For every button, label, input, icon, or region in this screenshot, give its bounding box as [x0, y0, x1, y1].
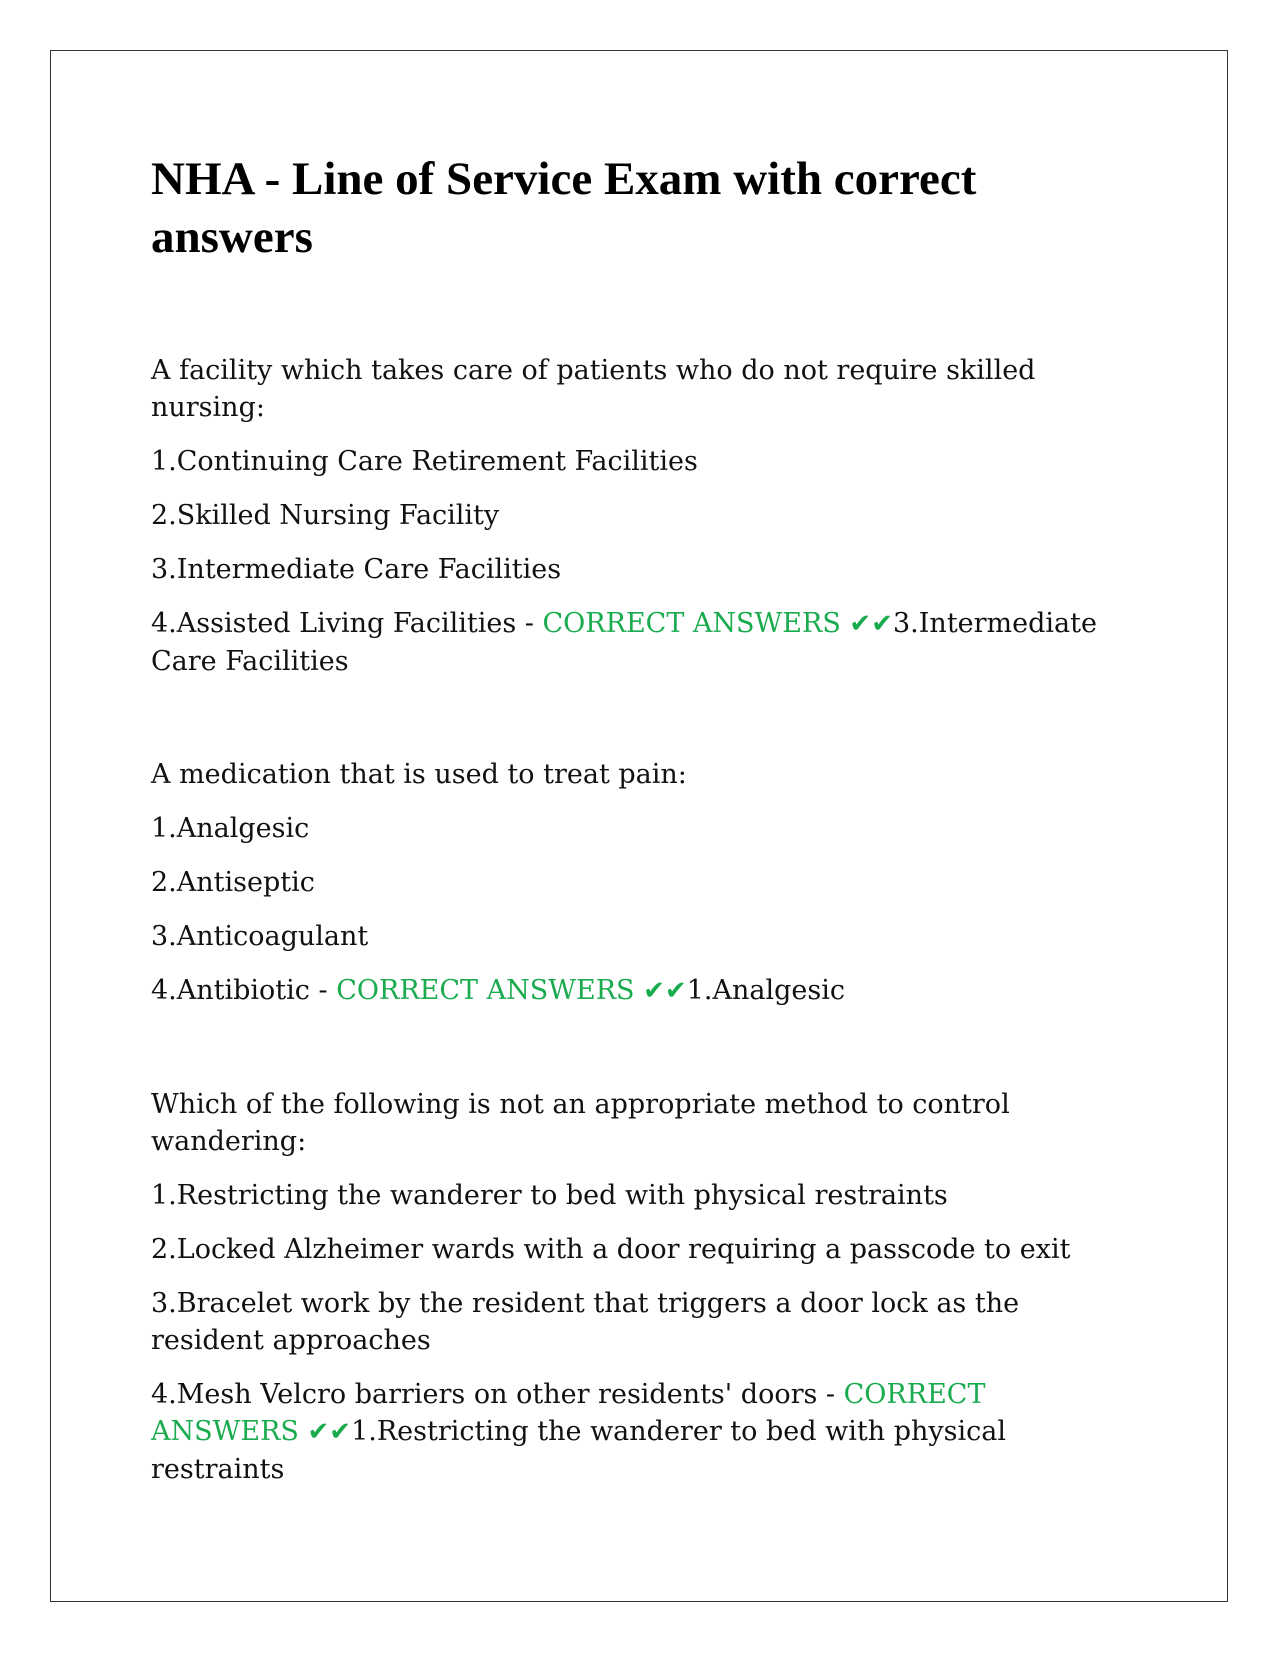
answer-option: 3.Anticoagulant — [151, 921, 369, 952]
double-check-icon: ✔✔ — [307, 1417, 352, 1447]
question-block-1 — [151, 352, 1111, 680]
answer-option: 4.Antibiotic - — [151, 975, 337, 1006]
answer-option: 4.Assisted Living Facilities - — [151, 608, 543, 639]
answer-option: 2.Skilled Nursing Facility — [151, 500, 500, 531]
answer-option-with-answer — [151, 1376, 1111, 1488]
answer-option-with-answer — [151, 972, 1111, 1010]
answer-option: 2.Antiseptic — [151, 867, 315, 898]
question-text: A facility which takes care of patients who do not require skilled nursing: — [151, 355, 1036, 423]
question-block-3 — [151, 1086, 1111, 1488]
question-block-2 — [151, 756, 1111, 1010]
answer-option: 2.Locked Alzheimer wards with a door requiring a passcode to exit — [151, 1234, 1071, 1265]
answer-option: 1.Restricting the wanderer to bed with physical restraints — [151, 1180, 948, 1211]
answer-option: 1.Continuing Care Retirement Facilities — [151, 446, 698, 477]
answer-option: 1.Analgesic — [151, 813, 310, 844]
answer-option-with-answer — [151, 605, 1111, 680]
correct-answers-label: CORRECT ANSWERS — [336, 975, 635, 1006]
document-title: NHA - Line of Service Exam with correct answers — [151, 153, 977, 263]
answer-option: 3.Intermediate Care Facilities — [151, 554, 562, 585]
document-content — [151, 150, 1111, 1488]
correct-answer-text: 1.Restricting the wanderer to bed with physical restraints — [151, 1416, 1006, 1485]
correct-answer-text: 1.Analgesic — [686, 975, 845, 1006]
question-text: A medication that is used to treat pain: — [151, 759, 687, 790]
correct-answer-text: 3.Intermediate Care Facilities — [151, 608, 1097, 677]
answer-option: 3.Bracelet work by the resident that triggers a door lock as the resident approaches — [151, 1288, 1020, 1356]
question-text: Which of the following is not an appropriate method to control wandering: — [151, 1089, 1010, 1157]
double-check-icon: ✔✔ — [849, 609, 893, 639]
double-check-icon: ✔✔ — [643, 976, 687, 1006]
correct-answers-label: CORRECT ANSWERS — [542, 608, 841, 639]
correct-answers-label: CORRECT ANSWERS — [151, 1379, 986, 1447]
answer-option: 4.Mesh Velcro barriers on other residents' doors - — [151, 1379, 844, 1410]
